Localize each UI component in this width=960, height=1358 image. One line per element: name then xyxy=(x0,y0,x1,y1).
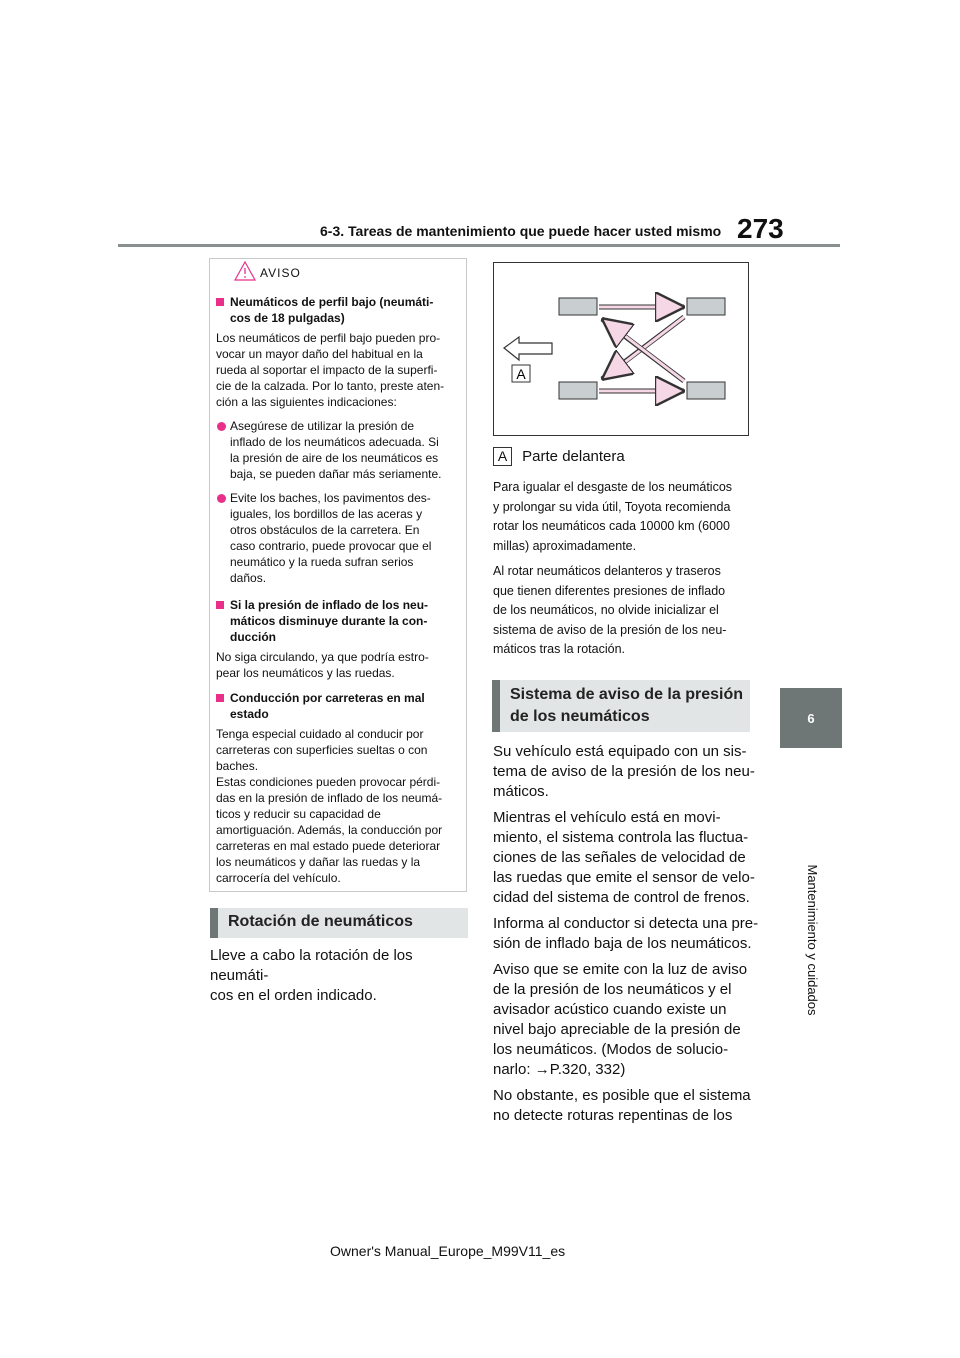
caption-text: Parte delantera xyxy=(522,448,625,465)
chapter-tab: 6 xyxy=(780,688,842,748)
tpws-heading: Sistema de aviso de la presión de los neumáticos xyxy=(492,680,750,732)
tpws-paragraph: Informa al conductor si detecta una pre- sión de inflado baja de los neumáticos. xyxy=(493,915,759,952)
diagram-caption xyxy=(493,447,625,467)
round-bullet-icon xyxy=(217,422,226,431)
section-title: 6-3. Tareas de mantenimiento que puede hacer usted mismo xyxy=(320,223,722,239)
warning-bullet xyxy=(216,490,462,586)
warning-text: No siga circulando, ya que podría estro- pear los neumáticos y las ruedas. xyxy=(216,650,429,680)
tire-front-right-icon xyxy=(687,298,725,315)
tpws-paragraph: Mientras el vehículo está en movi- miento, el sistema controla las fluctua- ciones de las señales de velocidad de las ruedas que emite el sensor de velo- cidad del sistema de control de frenos. xyxy=(493,809,755,906)
round-bullet-icon xyxy=(217,494,226,503)
tpws-paragraph: No obstante, es posible que el sistema no detecte roturas repentinas de los xyxy=(493,1087,751,1124)
warning-block-3 xyxy=(216,690,462,886)
chapter-label-text: Mantenimiento y cuidados xyxy=(805,864,820,1016)
caption-label-box: A xyxy=(493,447,512,466)
warning-bullet-text: Evite los baches, los pavimentos des- iguales, los bordillos de las aceras y otros obstáculos de la carretera. En caso contrario, puede provocar que el neumático y la rueda sufran serios daños. xyxy=(230,491,432,585)
warning-heading xyxy=(216,597,462,645)
warning-title: AVISO xyxy=(260,266,301,280)
tire-rotation-diagram xyxy=(493,262,749,436)
tpws-paragraph: Aviso que se emite con la luz de aviso de la presión de los neumáticos y el avisador acústico cuando existe un nivel bajo apreciable de la presión de los neumáticos. (Modos de solucio- narlo: →P.320, 332) xyxy=(493,961,748,1078)
warning-text: Tenga especial cuidado al conducir por carreteras con superficies sueltas o con baches. Estas condiciones pueden provocar pérdi- das en la presión de inflado de los neumá- ticos y reducir su capacidad de amortiguación. Además, la conducción por carreteras en mal estado puede deteriorar los neumáticos y dañar las ruedas y la carrocería del vehículo. xyxy=(216,727,443,885)
square-bullet-icon xyxy=(216,694,224,702)
warning-bullet-text: Asegúrese de utilizar la presión de inflado de los neumáticos adecuada. Si la presión de aire de los neumáticos es baja, se pueden dañar más seriamente. xyxy=(230,419,442,481)
warning-text: Los neumáticos de perfil bajo pueden pro- vocar un mayor daño del habitual en la rueda al soportar el impacto de la superfi- cie de la calzada. Por lo tanto, preste aten- ción a las siguientes indicaciones: xyxy=(216,331,445,409)
diagram-label: A xyxy=(516,366,526,382)
warning-block-1 xyxy=(216,294,462,586)
warning-heading-text: Conducción por carreteras en mal estado xyxy=(230,691,425,721)
rotation-diagram-svg xyxy=(494,263,748,435)
warning-heading xyxy=(216,294,462,326)
warning-box xyxy=(209,258,467,892)
tpws-body xyxy=(493,742,763,1126)
warning-header xyxy=(210,259,466,285)
square-bullet-icon xyxy=(216,298,224,306)
rotation-text: Lleve a cabo la rotación de los neumáti- cos en el orden indicado. xyxy=(210,947,413,1004)
tire-rear-right-icon xyxy=(687,382,725,399)
header-rule xyxy=(118,244,840,247)
warning-heading xyxy=(216,690,462,722)
rotation-note: Para igualar el desgaste de los neumáticos y prolongar su vida útil, Toyota recomienda rotar los neumáticos cada 10000 km (6000 millas) aproximadamente. xyxy=(493,480,733,553)
footer-text: Owner's Manual_Europe_M99V11_es xyxy=(330,1243,566,1259)
warning-block-2 xyxy=(216,597,462,681)
rotation-note: Al rotar neumáticos delanteros y traseros que tienen diferentes presiones de inflado de los neumáticos, no olvide inicializar el sistema de aviso de la presión de los neu- máticos tras la rotación. xyxy=(493,564,727,656)
warning-bullet xyxy=(216,418,462,482)
tire-front-left-icon xyxy=(559,298,597,315)
warning-heading-text: Si la presión de inflado de los neu- máticos disminuye durante la con- ducción xyxy=(230,598,429,644)
warning-triangle-icon xyxy=(234,261,256,281)
front-direction-arrow-icon xyxy=(504,337,552,360)
square-bullet-icon xyxy=(216,601,224,609)
warning-heading-text: Neumáticos de perfil bajo (neumáti- cos de 18 pulgadas) xyxy=(230,295,434,325)
rotation-heading: Rotación de neumáticos xyxy=(210,908,468,938)
page-number: 273 xyxy=(737,213,784,244)
tpws-paragraph: Su vehículo está equipado con un sis- tema de aviso de la presión de los neu- máticos. xyxy=(493,743,755,800)
tire-rear-left-icon xyxy=(559,382,597,399)
